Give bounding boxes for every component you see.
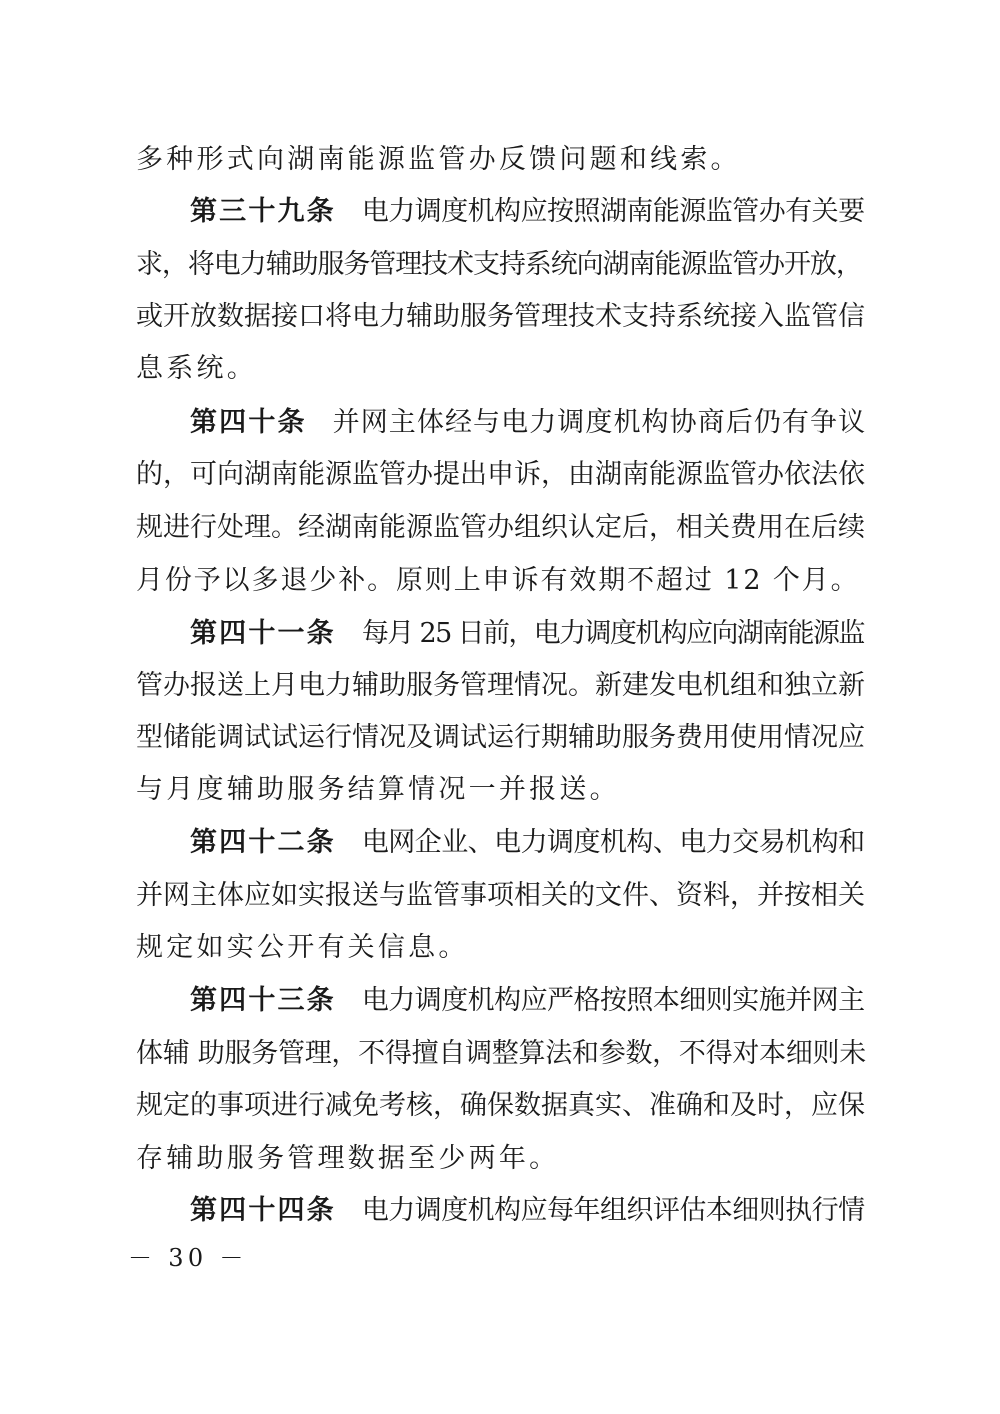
text-line: 与月度辅助服务结算情况一并报送。: [136, 774, 620, 805]
article-line: [190, 192, 866, 232]
page-number: － 30 －: [128, 1244, 248, 1272]
text-line: 存辅助服务管理数据至少两年。: [136, 1143, 560, 1174]
article-line: [190, 614, 866, 654]
article-number: 第三十九条: [190, 196, 336, 227]
article-number: 第四十四条: [190, 1195, 336, 1226]
article-line: [190, 823, 866, 863]
article-text: 电力调度机构应每年组织评估本细则执行情: [361, 1195, 865, 1226]
article-number: 第四十二条: [190, 827, 336, 858]
text-line: 规定的事项进行减免考核，确保数据真实、准确和及时，应保: [136, 1090, 865, 1121]
text-line: 并网主体应如实报送与监管事项相关的文件、资料，并按相关: [136, 880, 865, 911]
article-number: 第四十条: [190, 407, 307, 438]
text-line: 规进行处理。经湖南能源监管办组织认定后，相关费用在后续: [136, 512, 865, 543]
text-line: 体辅 助服务管理，不得擅自调整算法和参数，不得对本细则未: [136, 1038, 867, 1069]
text-line: 多种形式向湖南能源监管办反馈问题和线索。: [136, 144, 741, 175]
article-text: 并网主体经与电力调度机构协商后仍有争议: [332, 407, 867, 438]
article-line: [190, 403, 866, 443]
text-line: 管办报送上月电力辅助服务管理情况。新建发电机组和独立新: [136, 670, 865, 701]
article-line: [190, 1191, 866, 1231]
article-number: 第四十一条: [190, 618, 336, 649]
article-text: 每月 25 日前，电力调度机构应向湖南能源监: [361, 618, 864, 649]
article-text: 电力调度机构应按照湖南能源监管办有关要: [361, 196, 865, 227]
text-line: 或开放数据接口将电力辅助服务管理技术支持系统接入监管信: [136, 301, 865, 332]
text-line: 月份予以多退少补。原则上申诉有效期不超过 12 个月。: [136, 565, 860, 596]
text-line: 规定如实公开有关信息。: [136, 932, 469, 963]
article-line: [190, 981, 866, 1021]
text-line: 息系统。: [136, 353, 257, 384]
article-text: 电网企业、电力调度机构、电力交易机构和: [361, 827, 865, 858]
article-text: 电力调度机构应严格按照本细则实施并网主: [361, 985, 865, 1016]
text-line: 的，可向湖南能源监管办提出申诉，由湖南能源监管办依法依: [136, 459, 865, 490]
article-number: 第四十三条: [190, 985, 336, 1016]
text-line: 求，将电力辅助服务管理技术支持系统向湖南能源监管办开放，: [136, 249, 862, 280]
text-line: 型储能调试试运行情况及调试运行期辅助服务费用使用情况应: [136, 722, 865, 753]
